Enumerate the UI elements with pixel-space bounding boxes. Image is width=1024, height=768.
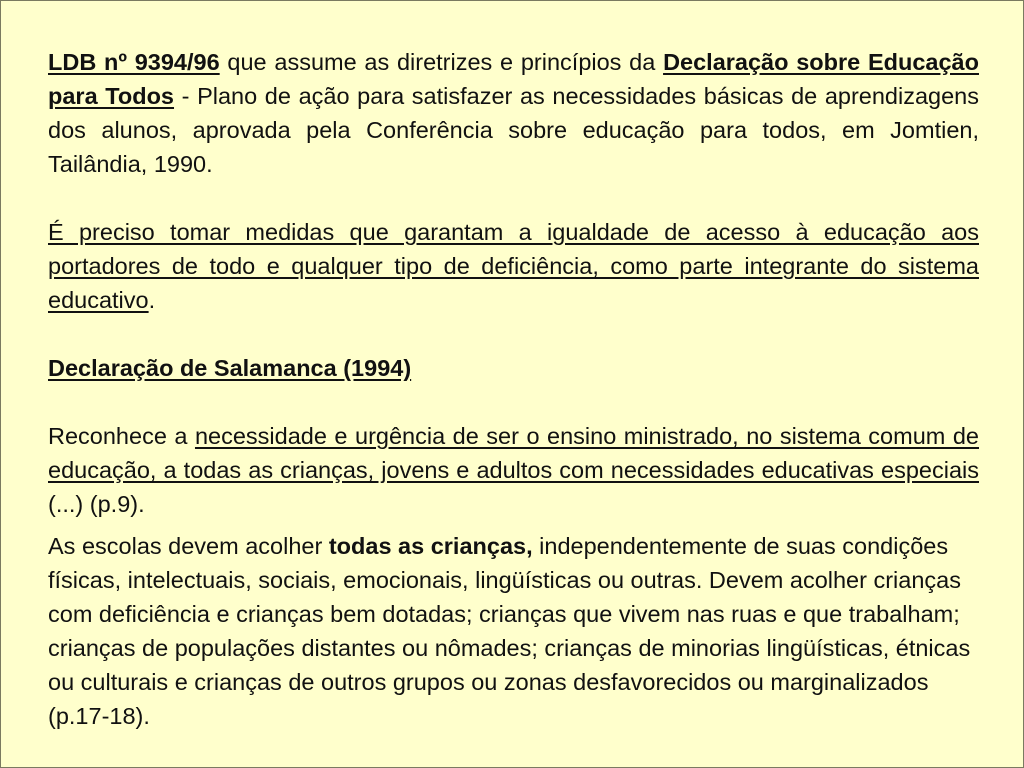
spacer xyxy=(48,385,979,419)
underlined-statement: É preciso tomar medidas que garantam a igualdade de acesso à educação aos portadores de todo e qualquer tipo de deficiência, como parte integrante do sistema educativo xyxy=(48,219,979,313)
citation: (...) (p.9). xyxy=(48,491,145,517)
paragraph-text: independentemente de suas condições físicas, intelectuais, sociais, emocionais, lingüísticas ou outras. Devem acolher crianças com deficiência e crianças bem dotadas; crianças que vivem nas ruas e que trabalham; crianças de populações distantes ou nômades; crianças de minorias lingüísticas, étnicas ou culturais e crianças de outros grupos ou zonas desfavorecidos ou marginalizados (p.17-18). xyxy=(48,533,971,729)
paragraph-ldb xyxy=(48,45,979,181)
spacer xyxy=(48,181,979,215)
law-reference: LDB nº 9394/96 xyxy=(48,49,220,75)
paragraph-text: - Plano de ação para satisfazer as necessidades básicas de aprendizagens dos alunos, aprovada pela Conferência sobre educação para todos, em Jomtien, Tailândia, 1990. xyxy=(48,83,979,177)
paragraph-text: que assume as diretrizes e princípios da xyxy=(219,49,664,75)
paragraph-equality xyxy=(48,215,979,317)
paragraph-text: . xyxy=(148,287,156,313)
spacer xyxy=(48,317,979,351)
paragraph-text: As escolas devem acolher xyxy=(48,533,329,559)
underlined-statement: necessidade e urgência de ser o ensino ministrado, no sistema comum de educação, a todas as crianças, jovens e adultos com necessidades educativas especiais xyxy=(48,423,979,483)
slide-body xyxy=(48,45,979,733)
declaration-title: Declaração sobre Educação para Todos xyxy=(48,49,979,109)
spacer xyxy=(48,521,979,529)
section-heading xyxy=(48,351,979,385)
paragraph-recognition xyxy=(48,419,979,521)
paragraph-schools xyxy=(48,529,979,733)
bold-phrase: todas as crianças, xyxy=(328,533,533,559)
salamanca-heading: Declaração de Salamanca (1994) xyxy=(48,355,412,381)
paragraph-text: Reconhece a xyxy=(48,423,195,449)
